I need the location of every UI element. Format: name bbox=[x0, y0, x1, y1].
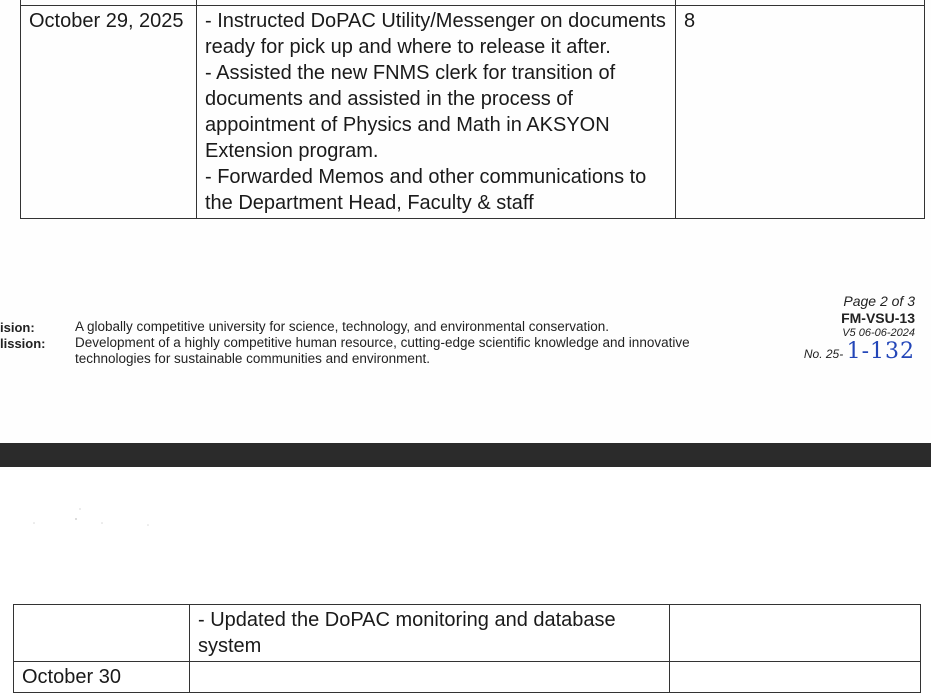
document-control-info bbox=[775, 292, 915, 365]
table-cell-hours: 8 bbox=[676, 6, 925, 219]
scanned-page-bottom bbox=[0, 467, 931, 688]
table-row-cut bbox=[14, 662, 921, 693]
table-cell-date: October 29, 2025 bbox=[21, 6, 197, 219]
version-date: V5 06-06-2024 bbox=[842, 327, 915, 339]
table-cell-hours bbox=[670, 662, 921, 693]
activity-log-table bbox=[20, 0, 925, 219]
scan-smudge bbox=[28, 501, 158, 531]
control-number-prefix: No. 25- bbox=[803, 347, 844, 361]
form-code: FM-VSU-13 bbox=[841, 310, 915, 326]
table-cell-date: October 30 bbox=[14, 662, 190, 693]
table-cell-activities bbox=[190, 605, 670, 662]
activity-item: - Updated the DoPAC monitoring and database system bbox=[198, 609, 616, 657]
table-cell-hours bbox=[670, 605, 921, 662]
table-cell-activities bbox=[190, 662, 670, 693]
table-row bbox=[14, 605, 921, 662]
activity-log-table bbox=[13, 604, 921, 693]
table-cell-activities bbox=[197, 6, 676, 219]
handwritten-number: 1-132 bbox=[846, 339, 915, 364]
control-number bbox=[775, 341, 915, 365]
activity-item: - Instructed DoPAC Utility/Messenger on documents ready for pick up and where to release it after. bbox=[205, 10, 666, 58]
mission-label: lission: bbox=[0, 336, 46, 351]
activity-item: - Forwarded Memos and other communications to the Department Head, Faculty & staff bbox=[205, 166, 647, 214]
page-number: Page 2 of 3 bbox=[843, 293, 915, 309]
table-cell-date bbox=[14, 605, 190, 662]
page-footer bbox=[0, 293, 931, 386]
mission-text: Development of a highly competitive human resource, cutting-edge scientific knowledge and innovative technologies for sustainable communities and environment. bbox=[75, 335, 690, 366]
page-separator bbox=[0, 443, 931, 467]
vision-text: A globally competitive university for science, technology, and environmental conservation. bbox=[75, 319, 610, 334]
table-row bbox=[21, 6, 925, 219]
vision-label: ision: bbox=[0, 320, 35, 335]
activity-item: - Assisted the new FNMS clerk for transition of documents and assisted in the process of appointment of Physics and Math in AKSYON Extension program. bbox=[205, 62, 616, 162]
